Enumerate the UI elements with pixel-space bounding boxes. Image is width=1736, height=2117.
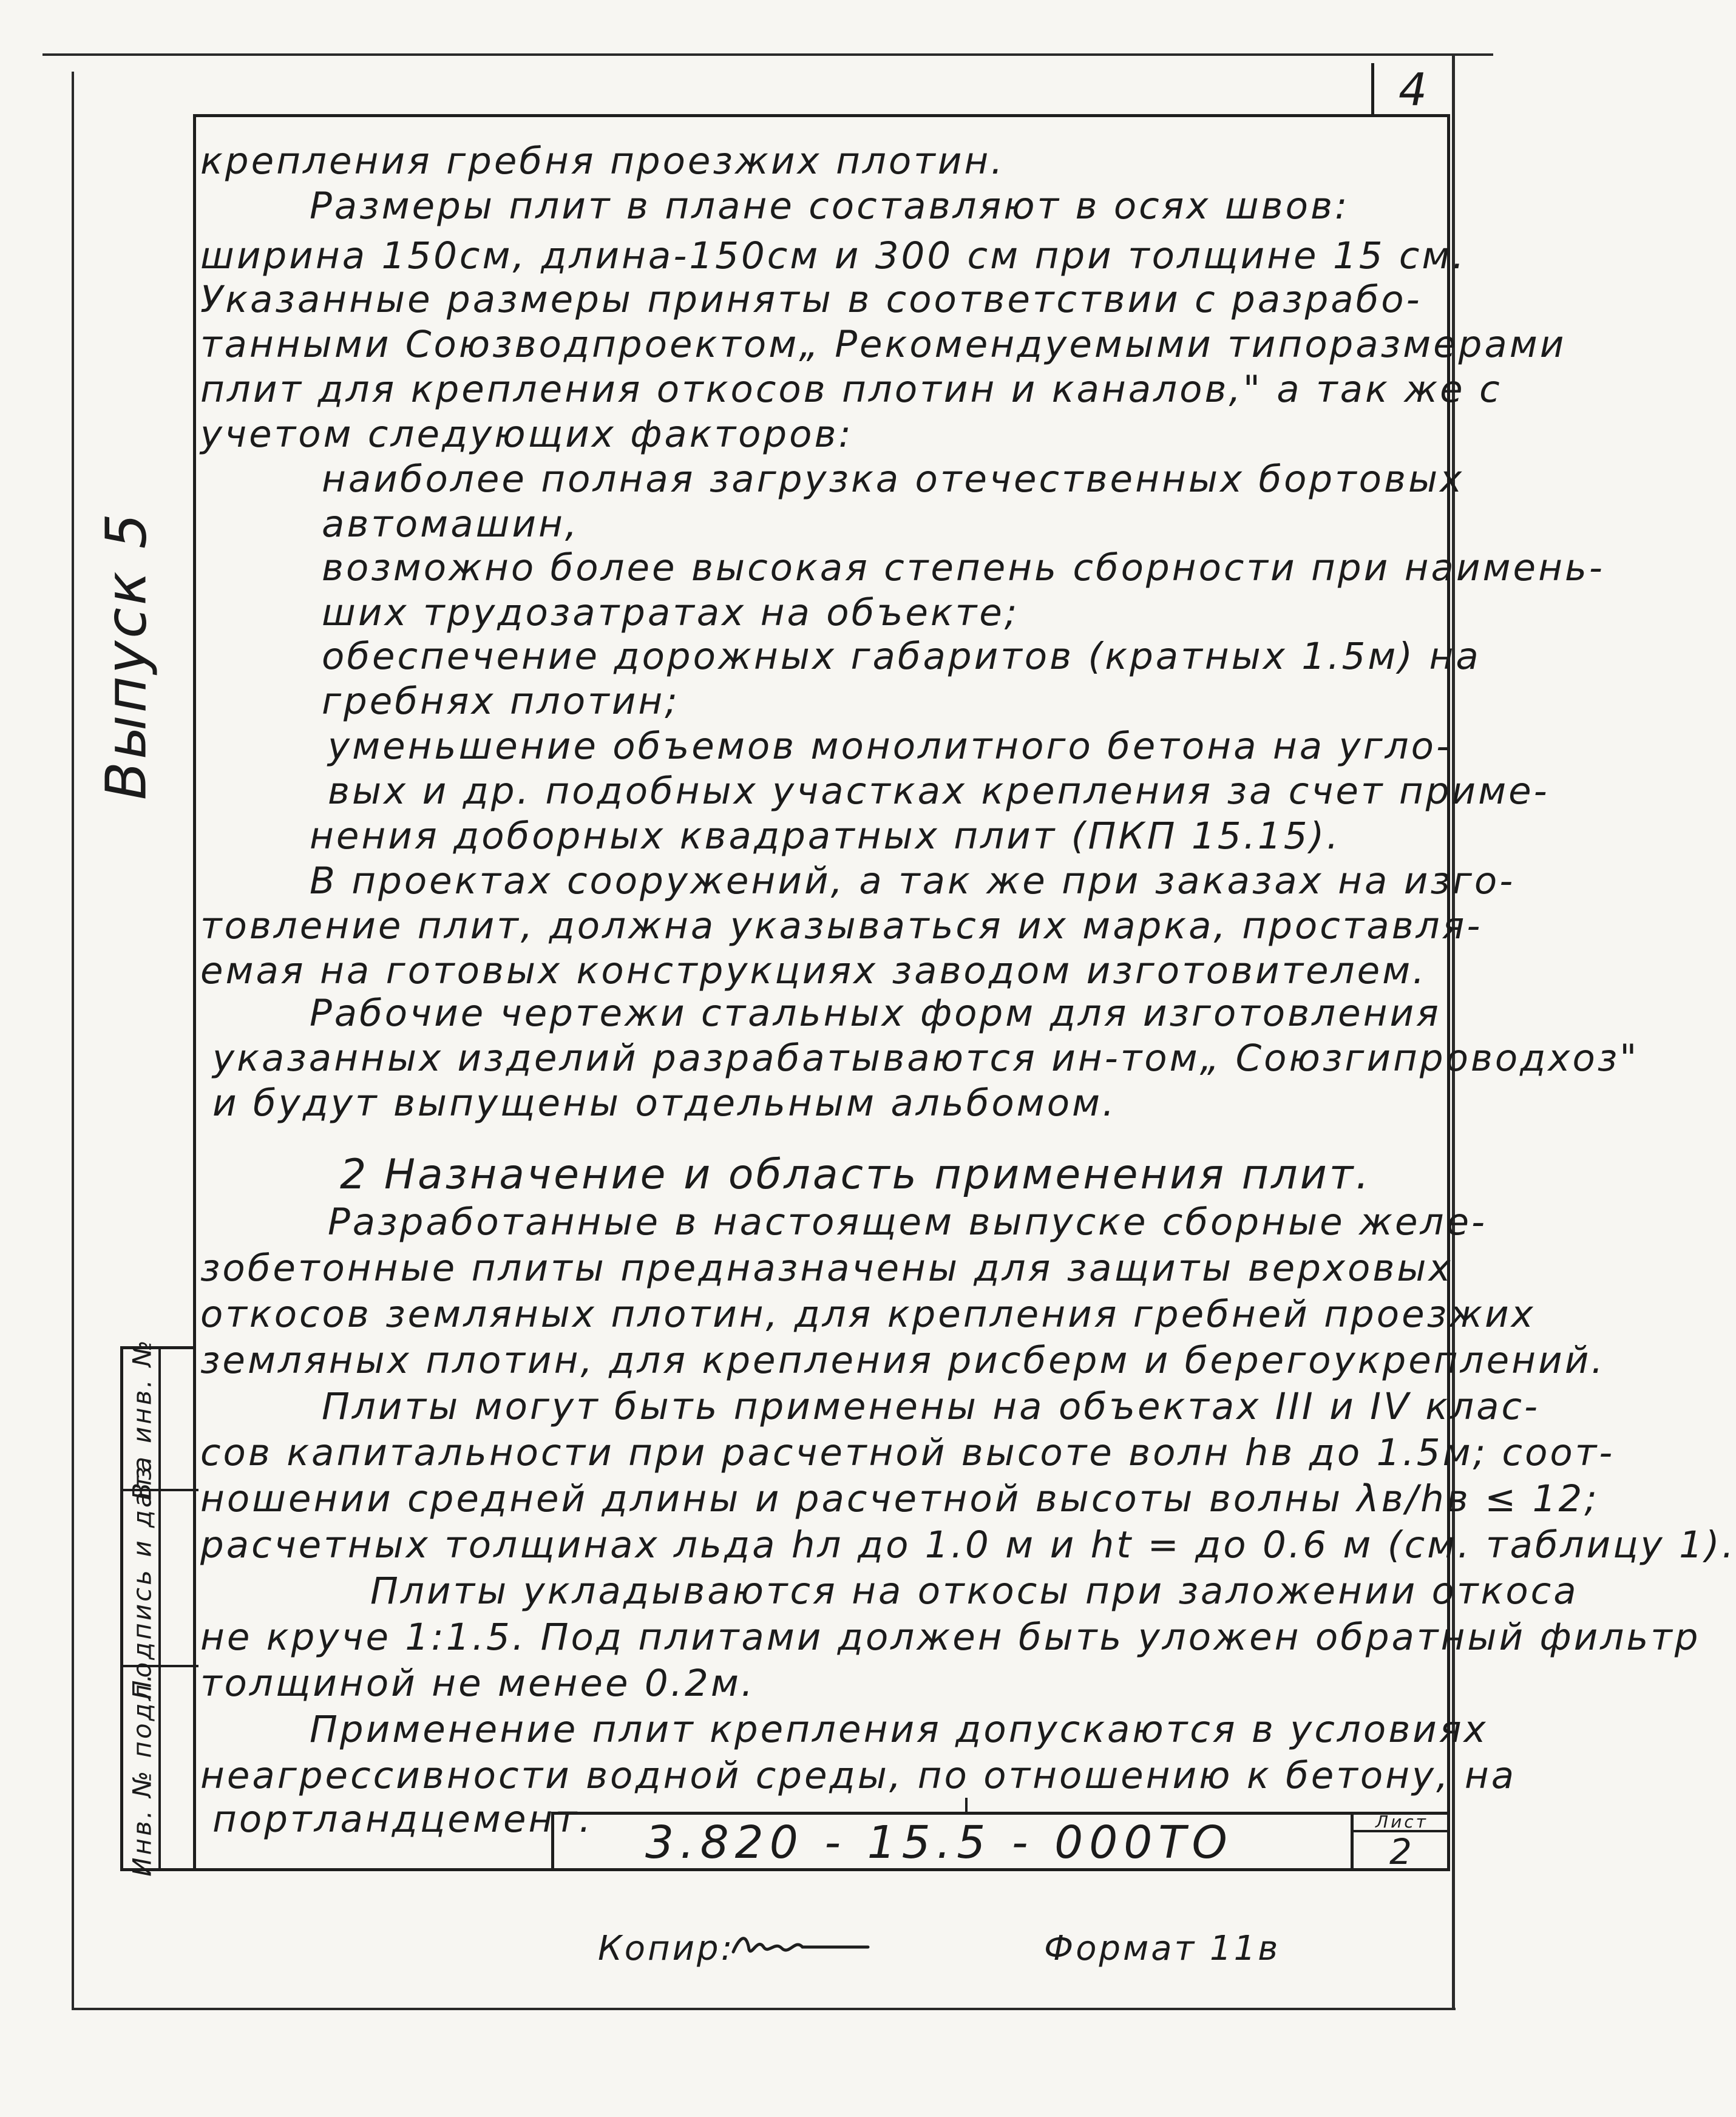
text-line: емая на готовых конструкциях заводом изготовителем. xyxy=(200,949,1427,992)
document-designation: 3.820 - 15.5 - 000ТО xyxy=(645,1817,1233,1869)
sheet-label: Лист xyxy=(1354,1812,1450,1832)
side-label: Выпуск 5 xyxy=(93,510,159,801)
text-line: учетом следующих факторов: xyxy=(200,413,853,456)
text-line: гребнях плотин; xyxy=(322,680,680,723)
text-line: сов капитальности при расчетной высоте волн hв до 1.5м; соот- xyxy=(200,1431,1615,1474)
signature-icon xyxy=(728,1923,874,1965)
text-line: наиболее полная загрузка отечественных бортовых xyxy=(322,458,1465,501)
text-line: Плиты могут быть применены на объектах III и IV клас- xyxy=(322,1385,1541,1428)
text-line: портландцемент. xyxy=(212,1798,594,1841)
text-line: Указанные размеры приняты в соответствии с разрабо- xyxy=(200,278,1422,321)
stamp-label-vz-inv: Вз. инв. № xyxy=(127,1338,157,1500)
text-line: нения доборных квадратных плит (ПКП 15.15). xyxy=(310,815,1341,858)
outer-bottom-rule xyxy=(72,2008,1456,2010)
title-block xyxy=(551,1812,1450,1871)
text-line: Размеры плит в плане составляют в осях швов: xyxy=(310,185,1350,228)
text-line: ширина 150см, длина-150см и 300 см при толщине 15 см. xyxy=(200,234,1466,277)
text-line: не круче 1:1.5. Под плитами должен быть уложен обратный фильтр xyxy=(200,1616,1701,1659)
section-heading: 2 Назначение и область применения плит. xyxy=(340,1151,1372,1199)
text-line: товление плит, должна указываться их марка, проставля- xyxy=(200,904,1483,947)
text-line: Применение плит крепления допускаются в условиях xyxy=(310,1708,1488,1751)
text-line: вых и др. подобных участках крепления за счет приме- xyxy=(328,770,1550,813)
text-line: уменьшение объемов монолитного бетона на угло- xyxy=(328,725,1452,768)
text-line: обеспечение дорожных габаритов (кратных 1.5м) на xyxy=(322,635,1481,678)
text-line: толщиной не менее 0.2м. xyxy=(200,1662,756,1705)
text-line: танными Союзводпроектом„ Рекомендуемыми типоразмерами xyxy=(200,323,1567,366)
text-line: ношении средней длины и расчетной высоты волны λв/hв ≤ 12; xyxy=(200,1477,1599,1520)
text-line: откосов земляных плотин, для крепления гребней проезжих xyxy=(200,1293,1536,1336)
text-line: Плиты укладываются на откосы при заложении откоса xyxy=(370,1570,1579,1613)
text-line: неагрессивности водной среды, по отношению к бетону, на xyxy=(200,1754,1517,1797)
stamp-label-signature-date: Подпись и дата xyxy=(127,1454,157,1699)
title-tick xyxy=(965,1798,968,1812)
copy-label: Копир: xyxy=(598,1929,735,1968)
sheet-number: 2 xyxy=(1389,1831,1414,1872)
text-line: крепления гребня проезжих плотин. xyxy=(200,140,1005,183)
text-line: Рабочие чертежи стальных форм для изготовления xyxy=(310,992,1441,1035)
top-rule xyxy=(42,53,1493,56)
text-line: ших трудозатратах на объекте; xyxy=(322,591,1020,634)
text-line: Разработанные в настоящем выпуске сборные желе- xyxy=(328,1201,1488,1244)
text-line: и будут выпущены отдельным альбомом. xyxy=(212,1082,1117,1125)
stamp-column xyxy=(120,1338,195,1877)
page-number: 4 xyxy=(1371,63,1454,117)
text-line: расчетных толщинах льда hл до 1.0 м и ht = до 0.6 м (см. таблицу 1). xyxy=(200,1523,1736,1567)
text-line: земляных плотин, для крепления рисберм и берегоукреплений. xyxy=(200,1339,1605,1382)
outer-left-rule xyxy=(72,72,74,2008)
text-line: В проектах сооружений, а так же при заказах на изго- xyxy=(310,859,1516,903)
text-line: указанных изделий разрабатываются ин-том„ Союзгипроводхоз" xyxy=(212,1037,1639,1080)
format-label: Формат 11в xyxy=(1044,1929,1281,1968)
text-line: автомашин, xyxy=(322,503,580,546)
text-line: возможно более высокая степень сборности при наимень- xyxy=(322,546,1605,589)
text-line: зобетонные плиты предназначены для защиты верховых xyxy=(200,1247,1453,1290)
stamp-label-inv-podl: Инв. № подл. xyxy=(127,1672,157,1877)
sheet-box xyxy=(1351,1812,1450,1871)
text-line: плит для крепления откосов плотин и каналов," а так же с xyxy=(200,368,1502,411)
